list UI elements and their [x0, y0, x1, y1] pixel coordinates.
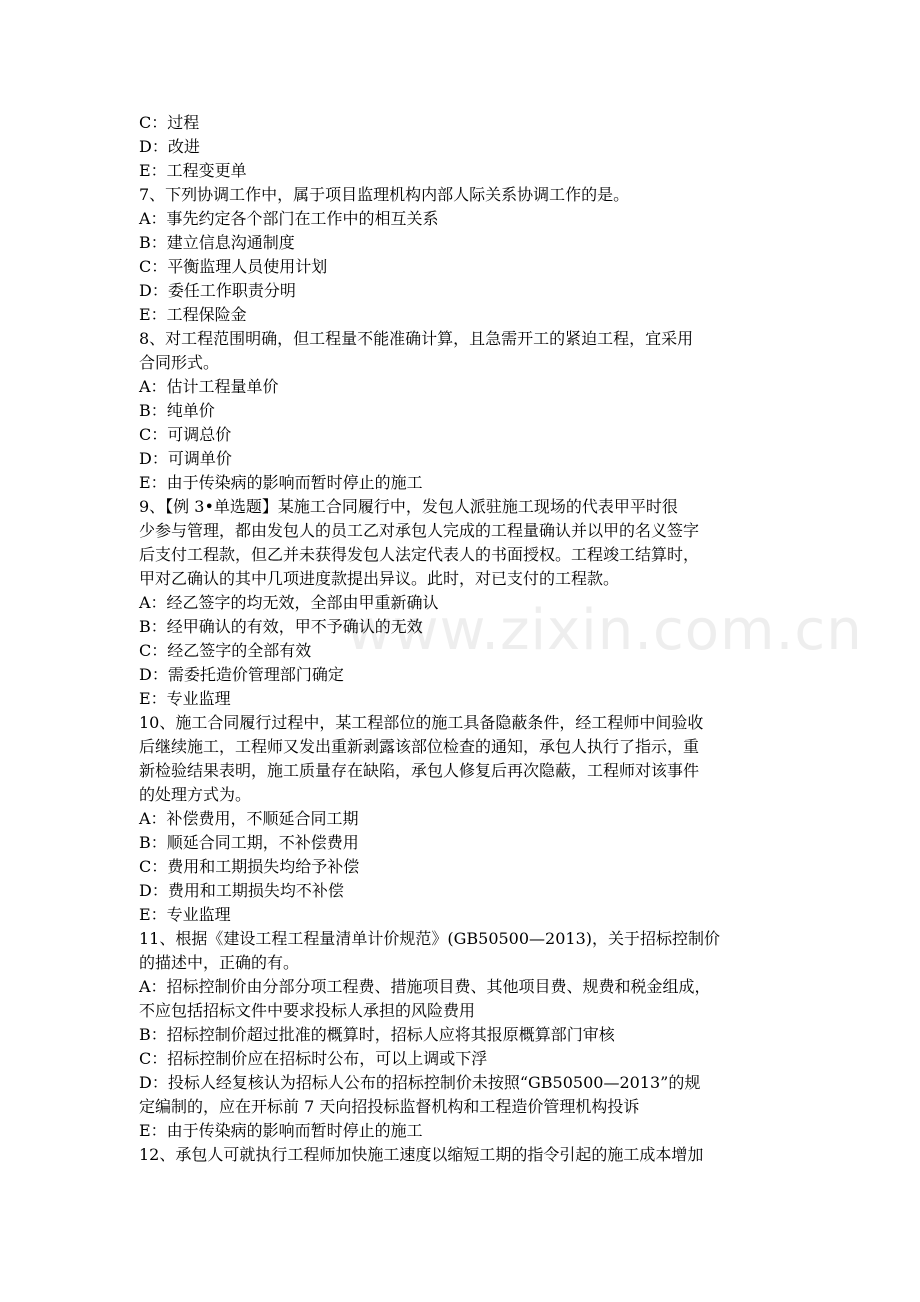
text-line: A：事先约定各个部门在工作中的相互关系: [139, 209, 439, 228]
text-line: B：纯单价: [139, 401, 215, 420]
text-line: 后支付工程款，但乙并未获得发包人法定代表人的书面授权。工程竣工结算时，: [139, 545, 700, 564]
document-body: [139, 111, 789, 1167]
text-line: A：经乙签字的均无效，全部由甲重新确认: [139, 593, 439, 612]
text-line: 8、对工程范围明确，但工程量不能准确计算，且急需开工的紧迫工程，宜采用: [139, 329, 694, 348]
text-line: C：过程: [139, 113, 200, 132]
text-line: 后继续施工，工程师又发出重新剥露该部位检查的通知，承包人执行了指示，重: [139, 737, 700, 756]
text-line: E：由于传染病的影响而暂时停止的施工: [139, 473, 423, 492]
text-line: 定编制的，应在开标前 7 天向招投标监督机构和工程造价管理机构投诉: [139, 1097, 640, 1116]
text-line: E：由于传染病的影响而暂时停止的施工: [139, 1121, 423, 1140]
text-line: 新检验结果表明，施工质量存在缺陷，承包人修复后再次隐蔽，工程师对该事件: [139, 761, 700, 780]
text-line: 甲对乙确认的其中几项进度款提出异议。此时，对已支付的工程款。: [139, 569, 620, 588]
text-line: D：可调单价: [139, 449, 232, 468]
text-line: A：补偿费用，不顺延合同工期: [139, 809, 359, 828]
text-line: 10、施工合同履行过程中，某工程部位的施工具备隐蔽条件，经工程师中间验收: [139, 713, 704, 732]
text-line: B：招标控制价超过批准的概算时，招标人应将其报原概算部门审核: [139, 1025, 615, 1044]
text-line: C：经乙签字的全部有效: [139, 641, 312, 660]
text-line: 不应包括招标文件中要求投标人承担的风险费用: [139, 1001, 476, 1020]
text-line: D：改进: [139, 137, 200, 156]
text-line: D：投标人经复核认为招标人公布的招标控制价未按照“GB50500—2013”的规: [139, 1073, 701, 1092]
text-line: D：费用和工期损失均不补偿: [139, 881, 344, 900]
text-line: 的处理方式为。: [139, 785, 252, 804]
text-line: 7、下列协调工作中，属于项目监理机构内部人际关系协调工作的是。: [139, 185, 630, 204]
text-line: 11、根据《建设工程工程量清单计价规范》(GB50500—2013)，关于招标控制价: [139, 929, 721, 948]
text-line: B：顺延合同工期，不补偿费用: [139, 833, 359, 852]
text-line: C：招标控制价应在招标时公布，可以上调或下浮: [139, 1049, 488, 1068]
text-line: D：需委托造价管理部门确定: [139, 665, 344, 684]
text-line: 合同形式。: [139, 353, 220, 372]
watermark: www.zixin.com.cn: [346, 598, 863, 663]
text-line: B：建立信息沟通制度: [139, 233, 295, 252]
text-line: 9、【例 3•单选题】某施工合同履行中，发包人派驻施工现场的代表甲平时很: [139, 497, 678, 516]
text-line: A：招标控制价由分部分项工程费、措施项目费、其他项目费、规费和税金组成，: [139, 977, 711, 996]
text-line: E：专业监理: [139, 905, 231, 924]
text-line: A：估计工程量单价: [139, 377, 279, 396]
text-line: 少参与管理，都由发包人的员工乙对承包人完成的工程量确认并以甲的名义签字: [139, 521, 700, 540]
text-line: 12、承包人可就执行工程师加快施工速度以缩短工期的指令引起的施工成本增加: [139, 1145, 704, 1164]
text-line: E：工程保险金: [139, 305, 247, 324]
text-line: C：平衡监理人员使用计划: [139, 257, 328, 276]
text-line: D：委任工作职责分明: [139, 281, 296, 300]
text-line: E：工程变更单: [139, 161, 247, 180]
text-line: E：专业监理: [139, 689, 231, 708]
text-line: C：可调总价: [139, 425, 232, 444]
text-line: 的描述中，正确的有。: [139, 953, 300, 972]
text-line: B：经甲确认的有效，甲不予确认的无效: [139, 617, 423, 636]
text-line: C：费用和工期损失均给予补偿: [139, 857, 360, 876]
